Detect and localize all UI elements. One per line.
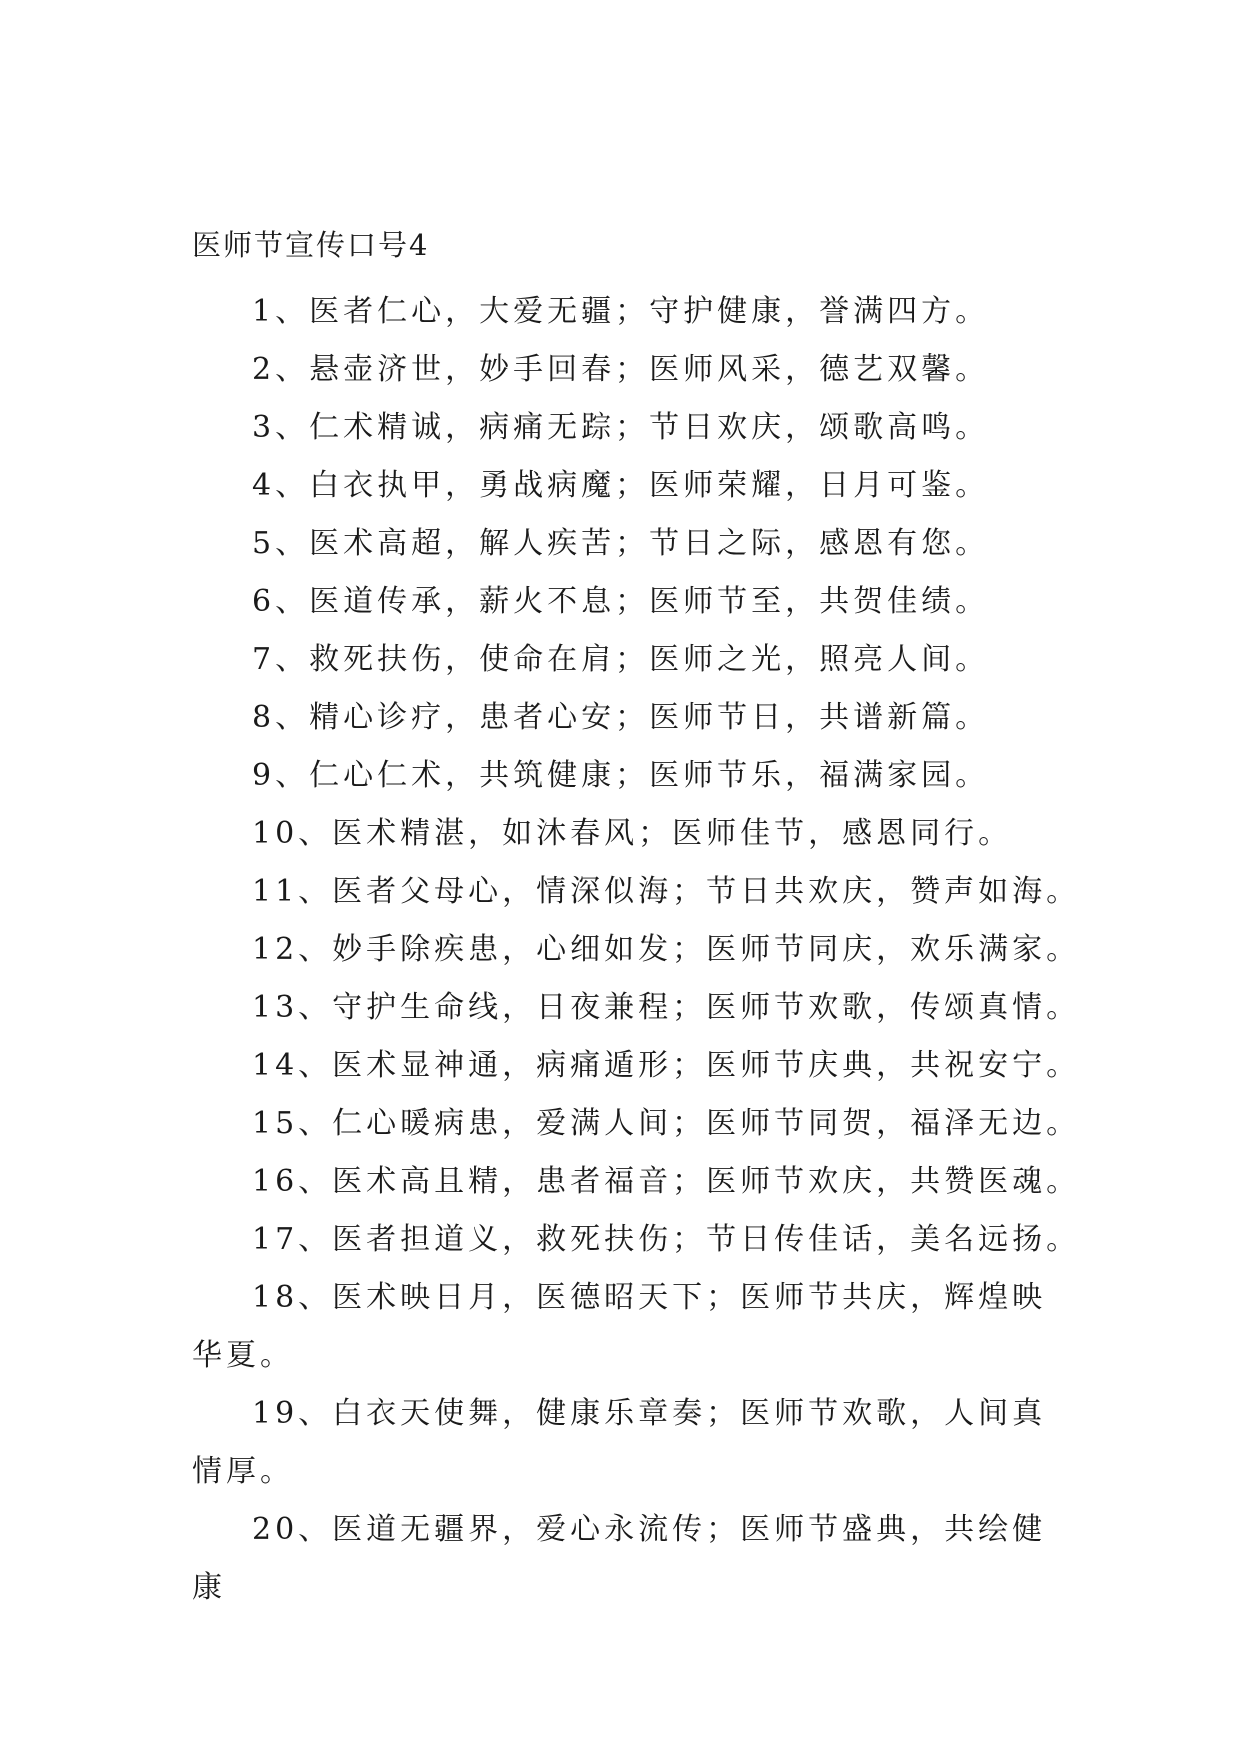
slogan-item: 4、白衣执甲，勇战病魔；医师荣耀，日月可鉴。 [252, 468, 990, 503]
slogan-item: 13、守护生命线，日夜兼程；医师节欢歌，传颂真情。 [252, 990, 1081, 1025]
slogan-item: 2、悬壶济世，妙手回春；医师风采，德艺双馨。 [252, 352, 990, 387]
slogan-item: 10、医术精湛，如沐春风；医师佳节，感恩同行。 [252, 816, 1013, 851]
slogan-item: 5、医术高超，解人疾苦；节日之际，感恩有您。 [252, 526, 990, 561]
slogan-item: 19、白衣天使舞，健康乐章奏；医师节欢歌，人间真情厚。 [192, 1396, 1047, 1489]
slogan-item: 17、医者担道义，救死扶伤；节日传佳话，美名远扬。 [252, 1222, 1081, 1257]
slogan-item: 16、医术高且精，患者福音；医师节欢庆，共赞医魂。 [252, 1164, 1081, 1199]
slogan-item: 1、医者仁心，大爱无疆；守护健康，誉满四方。 [252, 294, 990, 329]
slogan-item: 11、医者父母心，情深似海；节日共欢庆，赞声如海。 [252, 874, 1081, 909]
slogan-item: 6、医道传承，薪火不息；医师节至，共贺佳绩。 [252, 584, 990, 619]
slogan-item: 3、仁术精诚，病痛无踪；节日欢庆，颂歌高鸣。 [252, 410, 990, 445]
slogan-item: 12、妙手除疾患，心细如发；医师节同庆，欢乐满家。 [252, 932, 1081, 967]
slogan-item: 20、医道无疆界，爱心永流传；医师节盛典，共绘健康 [192, 1512, 1047, 1605]
document-title: 医师节宣传口号4 [192, 228, 430, 262]
slogan-item: 18、医术映日月，医德昭天下；医师节共庆，辉煌映华夏。 [192, 1280, 1047, 1373]
slogan-item: 7、救死扶伤，使命在肩；医师之光，照亮人间。 [252, 642, 990, 677]
slogan-list [192, 283, 1081, 1617]
slogan-item: 9、仁心仁术，共筑健康；医师节乐，福满家园。 [252, 758, 990, 793]
slogan-item: 8、精心诊疗，患者心安；医师节日，共谱新篇。 [252, 700, 990, 735]
slogan-item: 14、医术显神通，病痛遁形；医师节庆典，共祝安宁。 [252, 1048, 1081, 1083]
slogan-item: 15、仁心暖病患，爱满人间；医师节同贺，福泽无边。 [252, 1106, 1081, 1141]
